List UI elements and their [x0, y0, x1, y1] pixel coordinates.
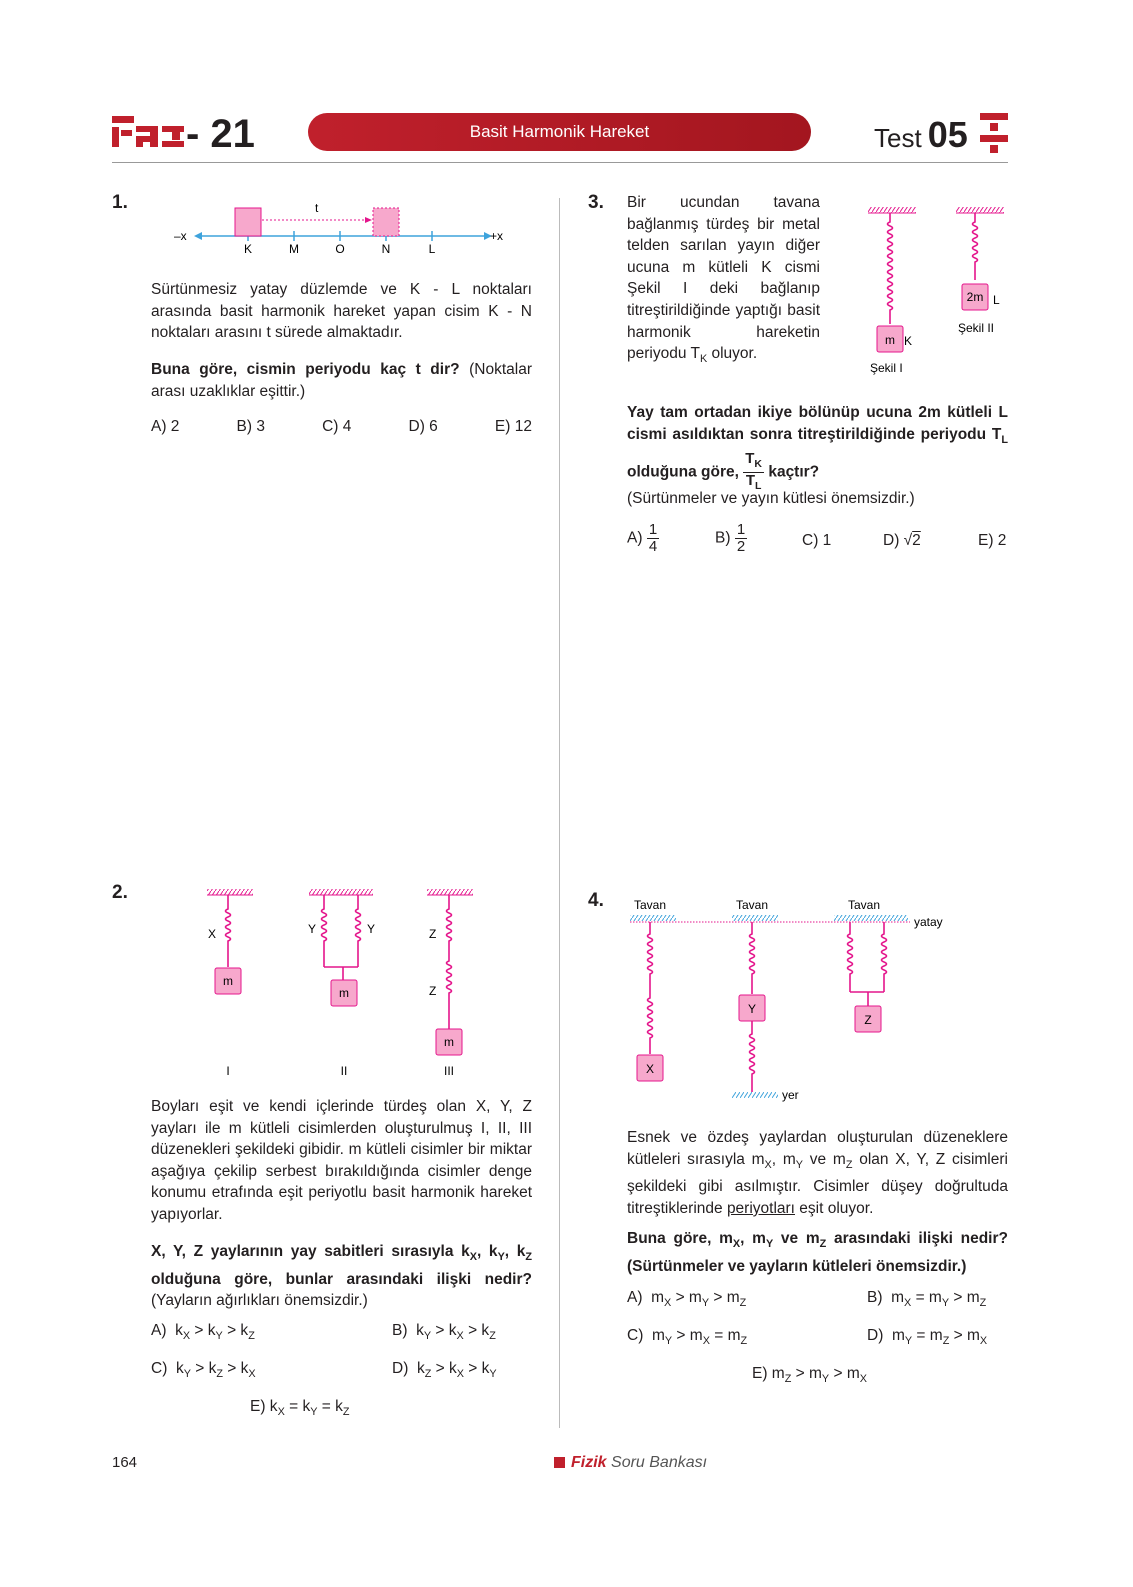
- q2-number: 2.: [112, 882, 128, 903]
- q1-option-a[interactable]: A) 2: [151, 418, 180, 435]
- svg-text:O: O: [335, 242, 345, 256]
- svg-text:X: X: [645, 1062, 655, 1076]
- q3-number: 3.: [588, 192, 604, 213]
- q4-text: Esnek ve özdeş yaylardan oluşturulan düzeneklere kütleleri sırasıyla $m_X$, $m_Y$ ve $m_Z$ olan X, Y, Z cisimleri şekildeki gibi asılmıştır. Cisimler düşey doğrultuda titreştiklerinde periyotları eşit oluyor.: [627, 1129, 1008, 1217]
- q2-option-d[interactable]: D) $k_Z > k_X > k_Y$: [392, 1360, 497, 1381]
- q3-option-a[interactable]: A) $\frac{1}{4}$: [627, 521, 658, 555]
- svg-text:Y: Y: [367, 922, 376, 936]
- svg-text:III: III: [443, 1064, 455, 1078]
- q4-option-d[interactable]: D) $m_Y = m_Z > m_X$: [867, 1327, 988, 1348]
- q1-question: Buna göre, cismin periyodu kaç t dir? (Noktalar arası uzaklıklar eşittir.): [151, 361, 532, 400]
- svg-text:X: X: [208, 927, 217, 941]
- q3-figure: [860, 200, 1010, 380]
- svg-text:Z: Z: [429, 984, 437, 998]
- axis-left-label: –x: [174, 229, 187, 243]
- q4-question: Buna göre, $m_X$, $m_Y$ ve $m_Z$ arasındaki ilişki nedir? (Sürtünmeler ve yayların kütleleri önemsizdir.): [627, 1230, 1008, 1275]
- test-label: Test 05: [874, 114, 968, 155]
- svg-text:2m: 2m: [966, 290, 984, 304]
- q1-figure: [172, 200, 512, 260]
- svg-text:m: m: [223, 974, 233, 988]
- q4-option-e[interactable]: E) $m_Z > m_Y > m_X$: [752, 1365, 867, 1386]
- logo-number: - 21: [186, 112, 255, 156]
- svg-text:Tavan: Tavan: [848, 898, 881, 912]
- q4-option-b[interactable]: B) $m_X = m_Y > m_Z$: [867, 1289, 987, 1310]
- q4-number: 4.: [588, 890, 604, 911]
- block-at-N: [373, 208, 399, 236]
- svg-text:N: N: [381, 242, 391, 256]
- q3-text: Bir ucundan tavana bağlanmış türdeş bir metal telden sarılan yayın diğer ucuna m kütleli K cismi Şekil I deki bağlanıp titreştirildiğinde yaptığı basit harmonik hareketin periyodu $T_K$ oluyor.: [627, 194, 820, 366]
- footer-brand: Fizik Soru Bankası: [554, 1454, 707, 1472]
- page-number: 164: [112, 1454, 138, 1471]
- svg-text:Şekil II: Şekil II: [958, 321, 995, 335]
- svg-text:Tavan: Tavan: [634, 898, 667, 912]
- svg-text:I: I: [226, 1064, 230, 1078]
- svg-text:Z: Z: [429, 927, 437, 941]
- svg-text:Z: Z: [864, 1013, 872, 1027]
- q2-question: X, Y, Z yaylarının yay sabitleri sırasıyla $k_X$, $k_Y$, $k_Z$ olduğuna göre, bunlar arasındaki ilişki nedir? (Yayların ağırlıkları önemsizdir.): [151, 1243, 533, 1310]
- svg-text:Y: Y: [747, 1002, 757, 1016]
- q2-option-c[interactable]: C) $k_Y > k_Z > k_X$: [151, 1360, 256, 1381]
- test-logo-icon: [980, 113, 1008, 155]
- q2-option-e[interactable]: E) $k_X = k_Y = k_Z$: [250, 1398, 350, 1419]
- svg-text:L: L: [993, 293, 1000, 307]
- svg-text:Tavan: Tavan: [736, 898, 769, 912]
- axis-right-label: +x: [490, 229, 504, 243]
- q2-text: Boyları eşit ve kendi içlerinde türdeş olan X, Y, Z yayları ile m kütleli cisimlerden oluşturulmuş I, II, III düzenekleri şekildeki gibidir. m kütleli cisimler bir miktar aşağıya çekilip serbest bırakıldığında cisimler denge konumu etrafında eşit periyotlu basit harmonik hareket yapıyorlar.: [151, 1098, 532, 1223]
- svg-text:m: m: [444, 1035, 454, 1049]
- q1-option-e[interactable]: E) 12: [494, 418, 532, 435]
- q2-option-b[interactable]: B) $k_Y > k_X > k_Z$: [392, 1322, 496, 1343]
- q4-figure: [628, 894, 958, 1109]
- q1-number: 1.: [112, 192, 128, 213]
- column-divider: [559, 198, 560, 1428]
- q2-option-a[interactable]: A) $k_X > k_Y > k_Z$: [151, 1322, 255, 1343]
- header-rule: [112, 162, 1008, 163]
- q1-option-b[interactable]: B) 3: [236, 418, 265, 435]
- svg-text:K: K: [243, 242, 253, 256]
- q3-question: Yay tam ortadan ikiye bölünüp ucuna 2m kütleli L cismi asıldıktan sonra titreştirildiğinde periyodu $T_L$ olduğuna göre, $\frac{T_K}{T_L}$ kaçtır?: [627, 404, 1008, 493]
- svg-text:II: II: [340, 1064, 348, 1078]
- q4-option-c[interactable]: C) $m_Y > m_X = m_Z$: [627, 1327, 748, 1348]
- q1-option-c[interactable]: C) 4: [322, 418, 352, 435]
- q4-option-a[interactable]: A) $m_X > m_Y > m_Z$: [627, 1289, 747, 1310]
- svg-text:m: m: [885, 333, 895, 347]
- q3-option-b[interactable]: B) $\frac{1}{2}$: [715, 521, 746, 555]
- q3-option-c[interactable]: C) 1: [802, 532, 832, 549]
- svg-text:yer: yer: [782, 1088, 799, 1102]
- t-label: t: [315, 201, 319, 215]
- topic-banner: Basit Harmonik Hareket: [308, 113, 811, 151]
- svg-text:Şekil I: Şekil I: [870, 361, 903, 375]
- svg-text:Y: Y: [308, 922, 317, 936]
- q1-options: [151, 418, 532, 436]
- svg-text:K: K: [904, 334, 913, 348]
- q3-note: (Sürtünmeler ve yayın kütlesi önemsizdir.): [627, 490, 915, 507]
- brand-square-icon: [554, 1457, 565, 1468]
- q3-option-e[interactable]: E) 2: [978, 532, 1007, 549]
- svg-text:yatay: yatay: [914, 915, 943, 929]
- q3-option-d[interactable]: D) √2: [883, 532, 921, 549]
- svg-text:M: M: [289, 242, 299, 256]
- svg-text:m: m: [339, 986, 349, 1000]
- block-at-K: [235, 208, 261, 236]
- test-number: 05: [927, 114, 968, 155]
- q1-option-d[interactable]: D) 6: [408, 418, 438, 435]
- tk-tl-fraction: $\frac{T_K}{T_L}$: [745, 450, 763, 493]
- q1-text: Sürtünmesiz yatay düzlemde ve K - L noktaları arasında basit harmonik hareket yapan cisim K - N noktaları arasını t sürede almaktadır.: [151, 281, 532, 342]
- q2-figure: [195, 885, 495, 1080]
- svg-text:L: L: [428, 242, 436, 256]
